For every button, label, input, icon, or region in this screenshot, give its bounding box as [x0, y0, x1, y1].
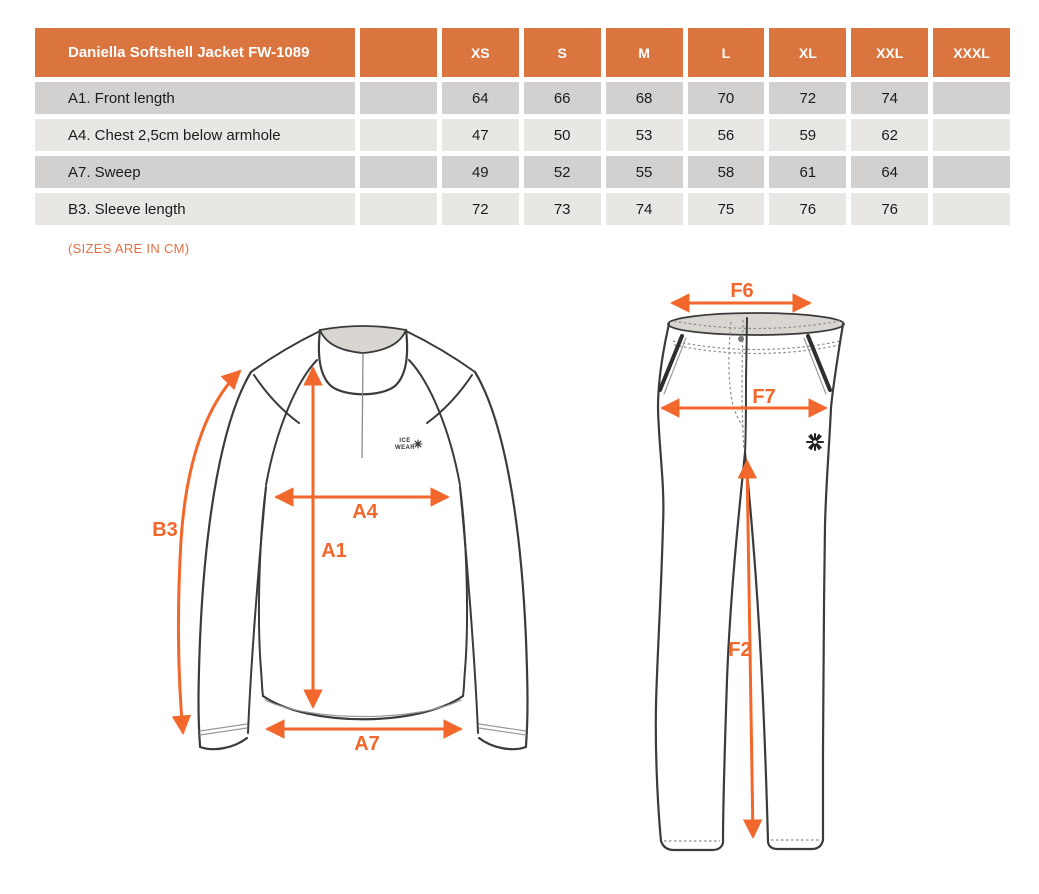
icewear-logo-text-line1: ICE — [399, 438, 411, 444]
size-value-cell: 58 — [688, 156, 765, 188]
snowflake-logo-icon — [807, 434, 823, 450]
measurement-label-a7: A7 — [354, 733, 380, 755]
jacket-hem — [263, 696, 463, 719]
size-value-cell: 47 — [442, 119, 519, 151]
size-value-cell-empty — [933, 193, 1010, 225]
size-value-cell: 74 — [606, 193, 683, 225]
size-value-cell: 68 — [606, 82, 683, 114]
size-column-header-l: L — [688, 28, 765, 77]
size-value-cell-empty — [933, 156, 1010, 188]
size-value-cell: 49 — [442, 156, 519, 188]
size-value-cell: 64 — [442, 82, 519, 114]
size-value-cell: 74 — [851, 82, 928, 114]
jacket-hem-stitch — [265, 700, 461, 717]
jacket-shoulder-right — [406, 331, 475, 372]
snowflake-icon — [414, 440, 422, 448]
pants-diagram — [630, 280, 860, 880]
measurement-arrow-b3 — [179, 371, 240, 733]
pants-pocket-stitch-right — [804, 338, 826, 394]
pants-pocket-stitch-left — [664, 338, 686, 394]
jacket-cuff-left — [200, 738, 247, 749]
size-value-cell: 64 — [851, 156, 928, 188]
size-column-header-xxxl: XXXL — [933, 28, 1010, 77]
measurement-label-a4: A4 — [352, 501, 378, 523]
size-value-cell: 75 — [688, 193, 765, 225]
measurement-label-b3: B3 — [152, 519, 178, 541]
size-chart-table — [35, 28, 1010, 225]
size-value-cell: 73 — [524, 193, 601, 225]
size-value-cell: 76 — [851, 193, 928, 225]
row-label-chest: A4. Chest 2,5cm below armhole — [35, 119, 355, 151]
pants-fly-seam — [745, 318, 747, 452]
size-value-cell: 62 — [851, 119, 928, 151]
pants-outer-seam-right — [823, 324, 843, 840]
jacket-sleeve-outer-right — [475, 372, 528, 746]
size-value-cell-empty — [933, 82, 1010, 114]
size-value-cell: 72 — [442, 193, 519, 225]
icewear-logo — [395, 438, 422, 451]
measurement-label-f2: F2 — [728, 639, 752, 661]
table-title: Daniella Softshell Jacket FW-1089 — [35, 28, 355, 77]
size-column-header-xxl: XXL — [851, 28, 928, 77]
size-value-cell: 59 — [769, 119, 846, 151]
size-column-header-xs: XS — [442, 28, 519, 77]
row-label-sweep: A7. Sweep — [35, 156, 355, 188]
spacer-cell — [360, 82, 437, 114]
size-value-cell: 50 — [524, 119, 601, 151]
pants-hem-right — [768, 840, 823, 849]
size-value-cell: 72 — [769, 82, 846, 114]
jacket-shoulder-left — [251, 331, 320, 372]
jacket-collar-inner — [320, 326, 406, 353]
jacket-side-seam-left — [259, 487, 266, 696]
pants-hem-left — [661, 841, 723, 850]
size-value-cell: 66 — [524, 82, 601, 114]
jacket-cuff-stitch-left — [200, 724, 247, 735]
row-label-front-length: A1. Front length — [35, 82, 355, 114]
size-value-cell: 61 — [769, 156, 846, 188]
measurement-label-f6: F6 — [730, 280, 754, 302]
size-column-header-m: M — [606, 28, 683, 77]
size-value-cell: 56 — [688, 119, 765, 151]
jacket-side-seam-right — [460, 487, 467, 696]
jacket-sleeve-outer-left — [199, 372, 252, 746]
pants-pocket-right — [808, 336, 830, 390]
size-value-cell: 53 — [606, 119, 683, 151]
size-column-header-s: S — [524, 28, 601, 77]
measurement-label-a1: A1 — [321, 540, 347, 562]
spacer-cell — [360, 193, 437, 225]
pants-outer-seam-left — [656, 324, 669, 841]
jacket-diagram — [120, 290, 590, 780]
icewear-logo-text-line2: WEAR — [395, 445, 415, 451]
spacer-cell — [360, 119, 437, 151]
measurement-label-f7: F7 — [752, 386, 776, 408]
size-value-cell-empty — [933, 119, 1010, 151]
jacket-raglan-seam-right — [409, 360, 460, 485]
row-label-sleeve-length: B3. Sleeve length — [35, 193, 355, 225]
sizes-note: (SIZES ARE IN CM) — [68, 241, 190, 256]
jacket-raglan-seam-left — [266, 360, 317, 485]
jacket-cuff-right — [479, 738, 526, 749]
size-column-header-xl: XL — [769, 28, 846, 77]
pants-pocket-left — [660, 336, 682, 390]
jacket-cuff-stitch-right — [479, 724, 526, 735]
size-value-cell: 70 — [688, 82, 765, 114]
size-value-cell: 55 — [606, 156, 683, 188]
size-value-cell: 76 — [769, 193, 846, 225]
jacket-zipper — [362, 354, 363, 458]
spacer-header-cell — [360, 28, 437, 77]
size-value-cell: 52 — [524, 156, 601, 188]
spacer-cell — [360, 156, 437, 188]
